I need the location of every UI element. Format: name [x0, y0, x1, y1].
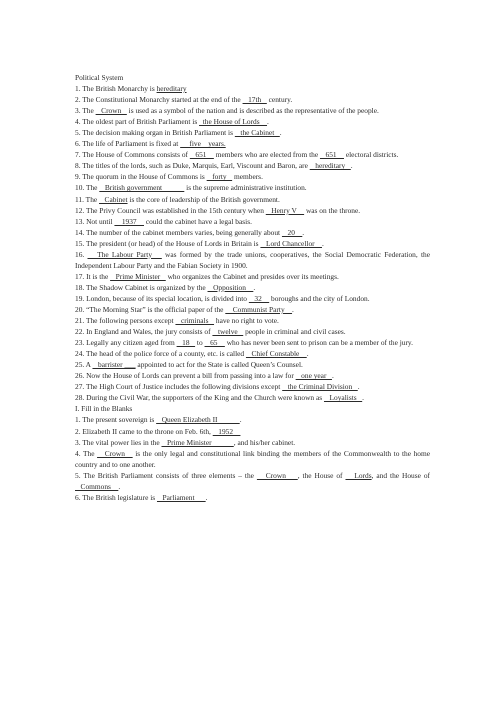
question-text: 1. The present sovereign is	[75, 415, 157, 425]
question-text: was on the throne.	[304, 205, 361, 215]
question-text: .	[302, 227, 305, 237]
question-text: appointed to act for the State is called Queen’s Counsel.	[135, 360, 303, 370]
answer-blank: 651	[319, 150, 344, 160]
question-text: 2. The Constitutional Monarchy started at the end of the	[75, 95, 243, 105]
question-text: .	[205, 492, 208, 502]
answer-blank: hereditary	[156, 84, 187, 94]
answer-blank: Crown	[95, 106, 127, 116]
question-text: .	[322, 238, 324, 248]
question-text: to	[195, 338, 205, 348]
question-item	[75, 83, 430, 94]
question-item	[75, 370, 430, 381]
question-item	[75, 414, 430, 425]
question-item	[75, 470, 430, 492]
question-item	[75, 238, 430, 249]
question-text: 23. Legally any citizen aged from	[75, 338, 177, 348]
answer-blank: Chief Constable	[245, 349, 307, 359]
answer-blank: Cabinet	[99, 194, 128, 204]
question-item	[75, 227, 430, 238]
question-text: 21. The following persons except	[75, 316, 176, 326]
question-item	[75, 182, 430, 193]
question-item	[75, 271, 430, 282]
answer-blank: British government	[99, 183, 185, 193]
question-text: , the House of	[297, 470, 346, 480]
question-item	[75, 304, 430, 315]
question-text: century.	[266, 95, 293, 105]
question-item	[75, 381, 430, 392]
question-text: 13. Not until	[75, 216, 115, 226]
question-text: 7. The House of Commons consists of	[75, 150, 190, 160]
question-text: is the only legal and constitutional link binding the members of the Commonwealth to the home country and to one another.	[75, 448, 430, 469]
question-item	[75, 426, 430, 437]
question-item	[75, 171, 430, 182]
question-text: boroughs and the city of London.	[269, 293, 370, 303]
question-text: 15. The president (or head) of the House of Lords in Britain is	[75, 238, 261, 248]
question-item	[75, 448, 430, 470]
answer-blank: hereditary	[309, 161, 351, 171]
answer-blank: Crown	[256, 470, 298, 480]
answer-blank: twelve	[212, 327, 244, 337]
question-text: .	[292, 304, 294, 314]
answer-blank: forty	[206, 172, 233, 182]
question-text: , and the House of	[371, 470, 431, 480]
answer-blank: Prime Minister	[161, 437, 234, 447]
answer-blank: 32	[248, 293, 270, 303]
question-text: 24. The head of the police force of a county, etc. is called	[75, 349, 246, 359]
question-item	[75, 392, 430, 403]
question-item	[75, 105, 430, 116]
question-text: 9. The quorum in the House of Commons is	[75, 172, 207, 182]
question-text: 4. The oldest part of British Parliament is	[75, 117, 200, 127]
question-item	[75, 315, 430, 326]
question-item	[75, 127, 430, 138]
answer-blank: barrister ___	[92, 360, 136, 370]
question-text: 2. Elizabeth II came to the throne on Feb. 6th,	[75, 426, 213, 436]
question-text: 1. The British Monarchy is	[75, 84, 157, 94]
answer-blank: 1952	[212, 426, 241, 436]
question-text: .	[362, 393, 365, 403]
answer-blank: Lords	[345, 470, 372, 480]
answer-blank: the House of Lords	[199, 117, 268, 127]
answer-blank: 20	[281, 227, 303, 237]
question-item	[75, 216, 430, 227]
question-item	[75, 348, 430, 359]
question-text: .	[357, 382, 360, 392]
question-text: is the supreme administrative institution.	[184, 183, 307, 193]
document-body	[75, 72, 430, 503]
answer-blank: Prime Minister	[110, 271, 166, 281]
answer-blank: Parliament	[156, 492, 206, 502]
answer-blank: 17th	[242, 95, 267, 105]
question-item	[75, 160, 430, 171]
answer-blank: 1937	[114, 216, 144, 226]
question-item	[75, 149, 430, 160]
question-text: was formed by the trade unions, cooperatives, the Social Democratic Federation, the Independent Labour Party and the Fabian Society in 1900.	[75, 249, 431, 270]
question-text: .	[118, 481, 121, 491]
question-text: 14. The number of the cabinet members varies, being generally about	[75, 227, 282, 237]
answer-blank: The Labour Party	[87, 249, 162, 259]
question-item	[75, 249, 430, 271]
question-item	[75, 94, 430, 105]
answer-blank: Loyalists	[323, 393, 363, 403]
question-text: 10. The	[75, 183, 100, 193]
question-text: 16.	[75, 249, 88, 259]
answer-blank: criminals	[175, 316, 215, 326]
question-text: who has never been sent to prison can be a member of the jury.	[224, 338, 413, 348]
question-text: .	[267, 117, 269, 127]
question-item	[75, 492, 430, 503]
question-text: 6. The British legislature is	[75, 492, 157, 502]
question-text: 19. London, because of its special location, is divided into	[75, 293, 249, 303]
question-text: 6. The life of Parliament is fixed at	[75, 139, 181, 149]
answer-blank: 65	[204, 338, 225, 348]
question-item	[75, 293, 430, 304]
answer-blank: Communist Party	[225, 304, 293, 314]
answer-blank: 651	[189, 150, 214, 160]
question-text: 5. The decision making organ in British Parliament is	[75, 128, 235, 138]
question-item	[75, 282, 430, 293]
question-item	[75, 205, 430, 216]
answer-blank: Lord Chancellor	[260, 238, 322, 248]
question-text: .	[331, 371, 334, 381]
question-text: 8. The titles of the lords, such as Duke, Marquis, Earl, Viscount and Baron, are	[75, 161, 310, 171]
question-text: 26. Now the House of Lords can prevent a bill from passing into a law for	[75, 371, 296, 381]
question-text: .	[279, 128, 282, 138]
question-text: 20. “The Morning Star” is the official paper of the	[75, 304, 226, 314]
question-text: people in criminal and civil cases.	[243, 327, 346, 337]
answer-blank: Commons	[75, 481, 119, 491]
question-text: 17. It is the	[75, 271, 111, 281]
question-text: is the core of leadership of the British government.	[127, 194, 280, 204]
question-text: members who are elected from the	[213, 150, 320, 160]
answer-blank: five years.	[180, 139, 226, 149]
section-two	[75, 414, 430, 502]
question-text: could the cabinet have a legal basis.	[143, 216, 252, 226]
question-text: who organizes the Cabinet and presides over its meetings.	[165, 271, 339, 281]
question-text: 28. During the Civil War, the supporters of the King and the Church were known as	[75, 393, 324, 403]
answer-blank: the Cabinet	[234, 128, 280, 138]
answer-blank: the Criminal Division	[282, 382, 358, 392]
answer-blank: 18	[176, 338, 196, 348]
answer-blank: Queen Elizabeth II	[156, 415, 240, 425]
question-text: 27. The High Court of Justice includes the following divisions except	[75, 382, 283, 392]
question-text: 22. In England and Wales, the jury consists of	[75, 327, 213, 337]
answer-blank: Opposition	[207, 282, 254, 292]
question-text: 12. The Privy Council was established in the 15th century when	[75, 205, 266, 215]
question-text: 3. The vital power lies in the	[75, 437, 162, 447]
question-text: members.	[232, 172, 263, 182]
question-text: .	[306, 349, 309, 359]
question-text: 25. A	[75, 360, 93, 370]
question-item	[75, 194, 430, 205]
answer-blank: Henry V	[265, 205, 305, 215]
question-item	[75, 337, 430, 348]
question-item	[75, 359, 430, 370]
question-text: have no right to vote.	[214, 316, 279, 326]
question-text: 4. The	[75, 448, 98, 458]
question-item	[75, 326, 430, 337]
question-text: .	[253, 282, 256, 292]
question-text: is used as a symbol of the nation and is described as the representative of the people.	[126, 106, 379, 116]
question-text: 3. The	[75, 106, 96, 116]
question-text: electoral districts.	[343, 150, 399, 160]
question-text: 5. The British Parliament consists of three elements – the	[75, 470, 257, 480]
question-text: .	[350, 161, 353, 171]
section-one	[75, 83, 430, 403]
question-item	[75, 116, 430, 127]
document-title: Political System	[75, 73, 124, 82]
answer-blank: Crown	[97, 448, 133, 458]
answer-blank: one year	[295, 371, 332, 381]
question-item	[75, 437, 430, 448]
question-item	[75, 138, 430, 149]
question-text: , and his/her cabinet.	[233, 437, 296, 447]
question-text: .	[239, 415, 242, 425]
section-heading: I. Fill in the Blanks	[75, 404, 133, 414]
question-text: 11. The	[75, 194, 100, 204]
question-text: 18. The Shadow Cabinet is organized by the	[75, 282, 208, 292]
